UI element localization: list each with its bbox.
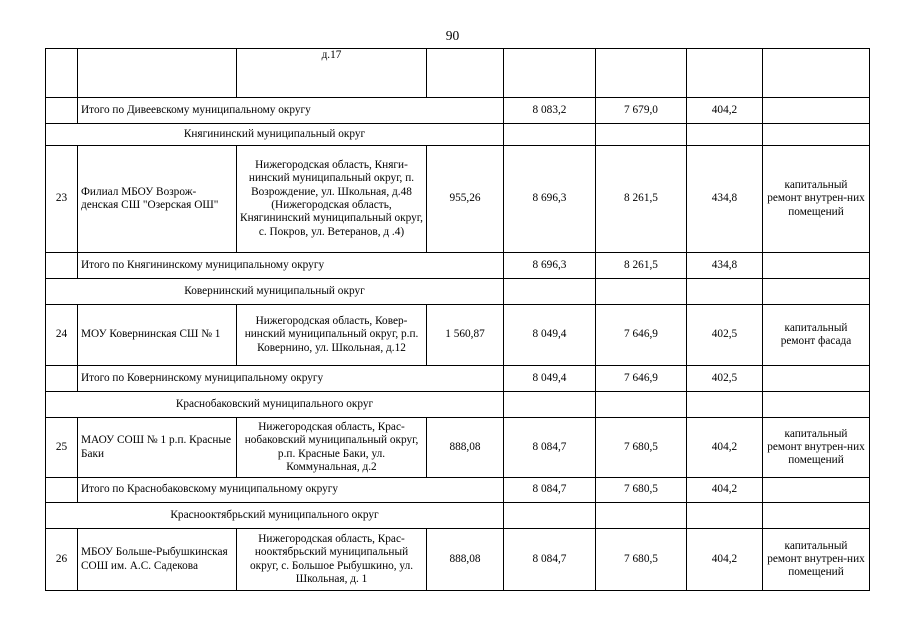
total-label: Итого по Краснобаковскому муниципальному округу [78, 478, 504, 503]
cell-work [763, 49, 870, 98]
cell-num [46, 98, 78, 124]
district-header: Ковернинский муниципальный округ [46, 279, 504, 305]
cell-v1 [504, 279, 596, 305]
table-row [46, 392, 870, 418]
cell-num [46, 478, 78, 503]
cell-v3 [687, 503, 763, 529]
cell-work [763, 392, 870, 418]
cell-area: 888,08 [427, 529, 504, 591]
cell-v2: 7 646,9 [596, 305, 687, 366]
cell-work [763, 124, 870, 146]
cell-work: капитальный ремонт внутрен-них помещений [763, 529, 870, 591]
cell-v2: 8 261,5 [596, 253, 687, 279]
cell-v1 [504, 124, 596, 146]
cell-work [763, 253, 870, 279]
cell-v1: 8 049,4 [504, 305, 596, 366]
cell-v3 [687, 279, 763, 305]
cell-v2 [596, 279, 687, 305]
cell-v1 [504, 503, 596, 529]
district-header: Краснобаковский муниципального округ [46, 392, 504, 418]
cell-name: Филиал МБОУ Возрож-денская СШ "Озерская ОШ" [78, 146, 237, 253]
district-header: Краснооктябрьский муниципального округ [46, 503, 504, 529]
total-label: Итого по Ковернинскому муниципальному округу [78, 366, 504, 392]
table-row [46, 418, 870, 478]
district-header: Княгининский муниципальный округ [46, 124, 504, 146]
cell-v1 [504, 49, 596, 98]
cell-v1: 8 084,7 [504, 529, 596, 591]
cell-area: 1 560,87 [427, 305, 504, 366]
cell-work [763, 98, 870, 124]
table-row [46, 529, 870, 591]
cell-num: 23 [46, 146, 78, 253]
table-row [46, 98, 870, 124]
cell-work [763, 503, 870, 529]
cell-num: 26 [46, 529, 78, 591]
cell-v3: 402,5 [687, 305, 763, 366]
cell-num [46, 253, 78, 279]
cell-v2 [596, 124, 687, 146]
cell-num: 25 [46, 418, 78, 478]
table-row [46, 279, 870, 305]
cell-v3 [687, 124, 763, 146]
cell-num [46, 366, 78, 392]
cell-v3: 404,2 [687, 478, 763, 503]
cell-v3 [687, 49, 763, 98]
cell-v3: 404,2 [687, 418, 763, 478]
cell-name: МАОУ СОШ № 1 р.п. Красные Баки [78, 418, 237, 478]
cell-address: Нижегородская область, Княги-нинский муниципальный округ, п. Возрождение, ул. Школьная, д.48 (Нижегородская область, Княгининский муниципальный округ, с. Покров, ул. Ветеранов, д .4) [237, 146, 427, 253]
cell-work: капитальный ремонт внутрен-них помещений [763, 146, 870, 253]
table-row [46, 146, 870, 253]
cell-v2: 8 261,5 [596, 146, 687, 253]
cell-address: Нижегородская область, Ковер-нинский муниципальный округ, р.п. Ковернино, ул. Школьная, д.12 [237, 305, 427, 366]
report-table [45, 48, 870, 591]
cell-v3: 402,5 [687, 366, 763, 392]
cell-v2: 7 680,5 [596, 478, 687, 503]
cell-work [763, 366, 870, 392]
table-row [46, 503, 870, 529]
cell-area: 888,08 [427, 418, 504, 478]
cell-num: 24 [46, 305, 78, 366]
cell-v3: 404,2 [687, 98, 763, 124]
cell-v2: 7 679,0 [596, 98, 687, 124]
cell-v1: 8 084,7 [504, 418, 596, 478]
cell-address: д.17 [237, 49, 427, 98]
cell-name: МБОУ Больше-Рыбушкинская СОШ им. А.С. Садекова [78, 529, 237, 591]
cell-area: 955,26 [427, 146, 504, 253]
page-number: 90 [445, 28, 460, 43]
table-row [46, 305, 870, 366]
cell-address: Нижегородская область, Крас-нобаковский муниципальный округ, р.п. Красные Баки, ул. Коммунальная, д.2 [237, 418, 427, 478]
cell-v2: 7 680,5 [596, 418, 687, 478]
cell-v1 [504, 392, 596, 418]
cell-name [78, 49, 237, 98]
table-row [46, 366, 870, 392]
total-label: Итого по Княгининскому муниципальному округу [78, 253, 504, 279]
cell-v1: 8 084,7 [504, 478, 596, 503]
cell-work [763, 478, 870, 503]
cell-v1: 8 696,3 [504, 146, 596, 253]
cell-v2: 7 646,9 [596, 366, 687, 392]
cell-v3 [687, 392, 763, 418]
cell-work: капитальный ремонт внутрен-них помещений [763, 418, 870, 478]
table-row [46, 49, 870, 98]
cell-v3: 404,2 [687, 529, 763, 591]
cell-v3: 434,8 [687, 253, 763, 279]
table-row [46, 124, 870, 146]
cell-v2 [596, 392, 687, 418]
cell-v3: 434,8 [687, 146, 763, 253]
table-row [46, 253, 870, 279]
cell-num [46, 49, 78, 98]
cell-v2: 7 680,5 [596, 529, 687, 591]
cell-v2 [596, 503, 687, 529]
cell-address: Нижегородская область, Крас-нооктябрьский муниципальный округ, с. Большое Рыбушкино, ул. Школьная, д. 1 [237, 529, 427, 591]
cell-v1: 8 696,3 [504, 253, 596, 279]
cell-v2 [596, 49, 687, 98]
cell-v1: 8 049,4 [504, 366, 596, 392]
cell-work: капитальный ремонт фасада [763, 305, 870, 366]
cell-name: МОУ Ковернинская СШ № 1 [78, 305, 237, 366]
cell-v1: 8 083,2 [504, 98, 596, 124]
cell-area [427, 49, 504, 98]
total-label: Итого по Дивеевскому муниципальному округу [78, 98, 504, 124]
table-row [46, 478, 870, 503]
cell-work [763, 279, 870, 305]
